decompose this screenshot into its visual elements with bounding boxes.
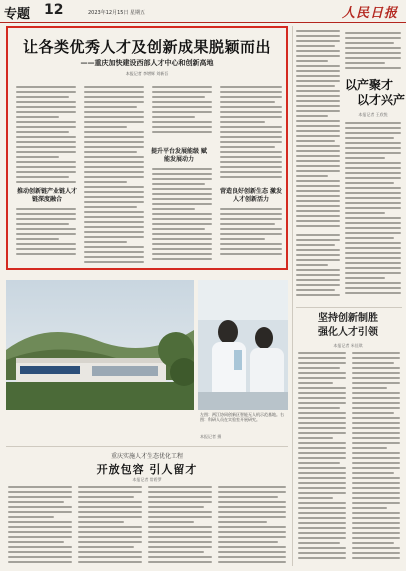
feature-column-4b: [220, 208, 282, 266]
feature-column-3b: [152, 168, 212, 266]
feature-title: 让各类优秀人才及创新成果脱颖而出: [22, 38, 271, 56]
issue-date: 2023年12月15日 星期五: [88, 10, 146, 16]
section-divider: [296, 307, 402, 308]
campus-photo: [6, 280, 194, 410]
side-title-1: 以产聚才: [345, 78, 394, 92]
column-divider: [292, 26, 293, 566]
section2-column-1: [8, 486, 72, 566]
feature-column-1b: [16, 208, 76, 266]
page-number: 12: [44, 2, 64, 18]
section2-title: 开放包容 引人留才: [96, 463, 198, 476]
section3-column-2: [352, 352, 400, 566]
campus-building-image: [6, 280, 194, 410]
section3-title-line-1: 坚持创新制胜: [318, 313, 378, 324]
newspaper-logo: 人民日报: [341, 6, 398, 21]
section-tag: 专题: [4, 7, 31, 22]
section2-kicker: 重庆实施人才生态优化工程: [110, 453, 183, 460]
photo-caption: 左图：两江协同创新区智能无人机示范基地。右图：科研人员在实验室开展研究。: [200, 412, 284, 422]
section2-byline: 本报记者 常碧罗: [132, 477, 162, 482]
side-byline: 本报记者 王欣悦: [358, 112, 388, 117]
feature-subhead-1: 推动创新链产业链人才链深度融合: [16, 188, 77, 203]
side-column-1b: [296, 234, 340, 304]
section3-column-1: [298, 352, 346, 566]
feature-byline: 本报记者 李增辉 刘新吾: [125, 71, 169, 76]
laboratory-researchers-image: [198, 280, 288, 410]
feature-subhead-3: 营造良好创新生态 激发人才创新活力: [219, 188, 283, 203]
feature-column-4: [220, 86, 282, 184]
side-column-2a: [345, 32, 401, 74]
feature-article: [6, 26, 288, 270]
photo-credit: 本报记者 摄: [200, 434, 222, 439]
feature-subtitle: ——重庆加快建设西部人才中心和创新高地: [80, 58, 214, 67]
body-text: [16, 86, 76, 186]
side-column-1: [296, 30, 340, 230]
feature-column-2: [84, 86, 144, 266]
section2-column-2: [78, 486, 142, 566]
side-column-2b: [345, 122, 401, 302]
page-header: [0, 0, 406, 23]
side-title-2: 以才兴产: [357, 93, 406, 107]
feature-column-1: [16, 86, 76, 186]
section2-column-3: [148, 486, 212, 566]
feature-column-3: [152, 86, 212, 144]
lab-photo: [198, 280, 288, 410]
section3-byline: 本报记者 米佳琪: [333, 343, 363, 348]
feature-subhead-2: 提升平台发展能级 赋能发展动力: [150, 148, 208, 163]
section-divider-2: [6, 446, 288, 447]
section3-title-line-2: 强化人才引领: [318, 327, 378, 338]
section3-title: [296, 312, 400, 340]
section2-column-4: [218, 486, 286, 566]
